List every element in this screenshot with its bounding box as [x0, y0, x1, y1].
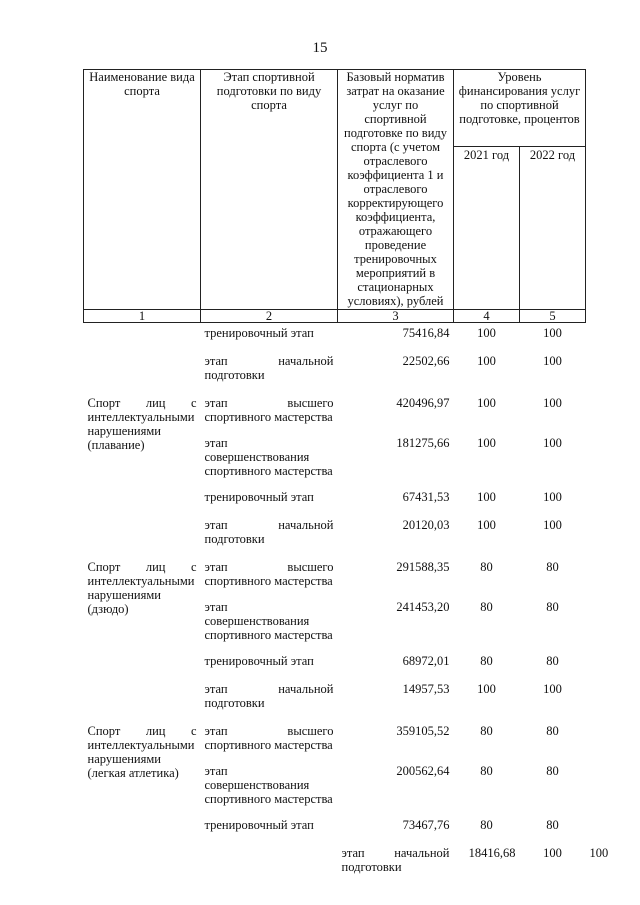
level-2022: 100 — [543, 436, 562, 450]
header-year-2021: 2021 год — [454, 147, 520, 310]
norm-value: 22502,66 — [402, 354, 450, 368]
level-2021: 80 — [480, 724, 493, 738]
stage-name: этап начальной подготовки — [204, 518, 334, 546]
norm-value: 181275,66 — [396, 436, 450, 450]
level-2021: 80 — [480, 560, 493, 574]
norm-value: 420496,97 — [396, 396, 450, 410]
level-2021: 100 — [543, 846, 562, 860]
level-2022: 80 — [546, 764, 559, 778]
stage-name: этап совершенствования спортивного мастерства — [204, 600, 333, 642]
stage-name: этап совершенствования спортивного мастерства — [204, 764, 333, 806]
sport-name — [84, 323, 201, 355]
header-sport: Наименование вида спорта — [84, 70, 201, 310]
page-number: 15 — [312, 40, 328, 56]
norm-value: 20120,03 — [402, 518, 450, 532]
column-number: 4 — [454, 310, 520, 323]
stage-name: этап высшего спортивного мастерства — [204, 396, 334, 424]
level-2021: 100 — [477, 518, 496, 532]
table-row — [84, 396, 586, 436]
norm-value: 359105,52 — [396, 724, 450, 738]
level-2021: 100 — [477, 490, 496, 504]
stage-name: этап начальной подготовки — [204, 354, 334, 382]
table-row — [84, 354, 586, 396]
norm-value: 73467,76 — [402, 818, 450, 832]
norm-value: 68972,01 — [402, 654, 450, 668]
level-2021: 80 — [480, 600, 493, 614]
stage-name: этап начальной подготовки — [341, 846, 450, 874]
level-2022: 100 — [543, 396, 562, 410]
table-row — [84, 724, 586, 764]
column-number: 5 — [520, 310, 586, 323]
level-2022: 80 — [546, 600, 559, 614]
header-norm: Базовый норматив затрат на оказание услуг по спортивной подготовке по виду спорта (с учетом отраслевого коэффициента 1 и отраслевого корректирующего коэффициента, отражающего проведение тренировочных мероприятий в стационарных условиях), рублей — [338, 70, 454, 310]
stage-name: тренировочный этап — [204, 654, 314, 668]
stage-name: этап высшего спортивного мастерства — [204, 724, 334, 752]
level-2022: 100 — [543, 490, 562, 504]
sport-name: Спорт лиц с интеллектуальными нарушениями (дзюдо) — [87, 560, 197, 616]
column-number: 3 — [338, 310, 454, 323]
level-2021: 80 — [480, 764, 493, 778]
stage-name: этап высшего спортивного мастерства — [204, 560, 334, 588]
level-2022: 80 — [546, 724, 559, 738]
table-row — [84, 560, 586, 600]
level-2022: 100 — [543, 354, 562, 368]
level-2021: 80 — [480, 818, 493, 832]
level-2021: 80 — [480, 654, 493, 668]
sport-name: Спорт лиц с интеллектуальными нарушениями (легкая атлетика) — [87, 724, 197, 780]
norm-value: 14957,53 — [402, 682, 450, 696]
norm-value: 291588,35 — [396, 560, 450, 574]
stage-name: тренировочный этап — [204, 490, 314, 504]
sport-name — [84, 354, 201, 396]
level-2022: 80 — [546, 818, 559, 832]
norm-value: 18416,68 — [468, 846, 516, 860]
norm-value: 241453,20 — [396, 600, 450, 614]
level-2021: 100 — [477, 682, 496, 696]
table-row: этап начальной подготовки 18416,68 100 100 — [84, 846, 586, 874]
level-2022: 100 — [543, 518, 562, 532]
column-number: 1 — [84, 310, 201, 323]
sport-name — [201, 846, 338, 874]
header-year-2022: 2022 год — [520, 147, 586, 310]
level-2022: 100 — [543, 326, 562, 340]
level-2021: 100 — [477, 354, 496, 368]
stage-name: тренировочный этап — [204, 326, 314, 340]
table-row — [84, 323, 586, 355]
norms-table — [83, 69, 609, 874]
level-2022: 80 — [546, 654, 559, 668]
header-row — [84, 70, 586, 147]
norm-value: 200562,64 — [396, 764, 450, 778]
norm-value: 75416,84 — [402, 326, 450, 340]
header-stage: Этап спортивной подготовки по виду спорта — [201, 70, 338, 310]
level-2022: 80 — [546, 560, 559, 574]
level-2021: 100 — [477, 326, 496, 340]
stage-name: тренировочный этап — [204, 818, 314, 832]
header-funding-level: Уровень финансирования услуг по спортивной подготовке, процентов — [454, 70, 586, 147]
level-2022: 100 — [543, 682, 562, 696]
stage-name: этап совершенствования спортивного мастерства — [204, 436, 333, 478]
norm-value: 67431,53 — [402, 490, 450, 504]
stage-name: этап начальной подготовки — [204, 682, 334, 710]
column-numbers-row — [84, 310, 586, 323]
level-2021: 100 — [477, 396, 496, 410]
column-number: 2 — [201, 310, 338, 323]
level-2021: 100 — [477, 436, 496, 450]
sport-name: Спорт лиц с интеллектуальными нарушениями (плавание) — [87, 396, 197, 452]
